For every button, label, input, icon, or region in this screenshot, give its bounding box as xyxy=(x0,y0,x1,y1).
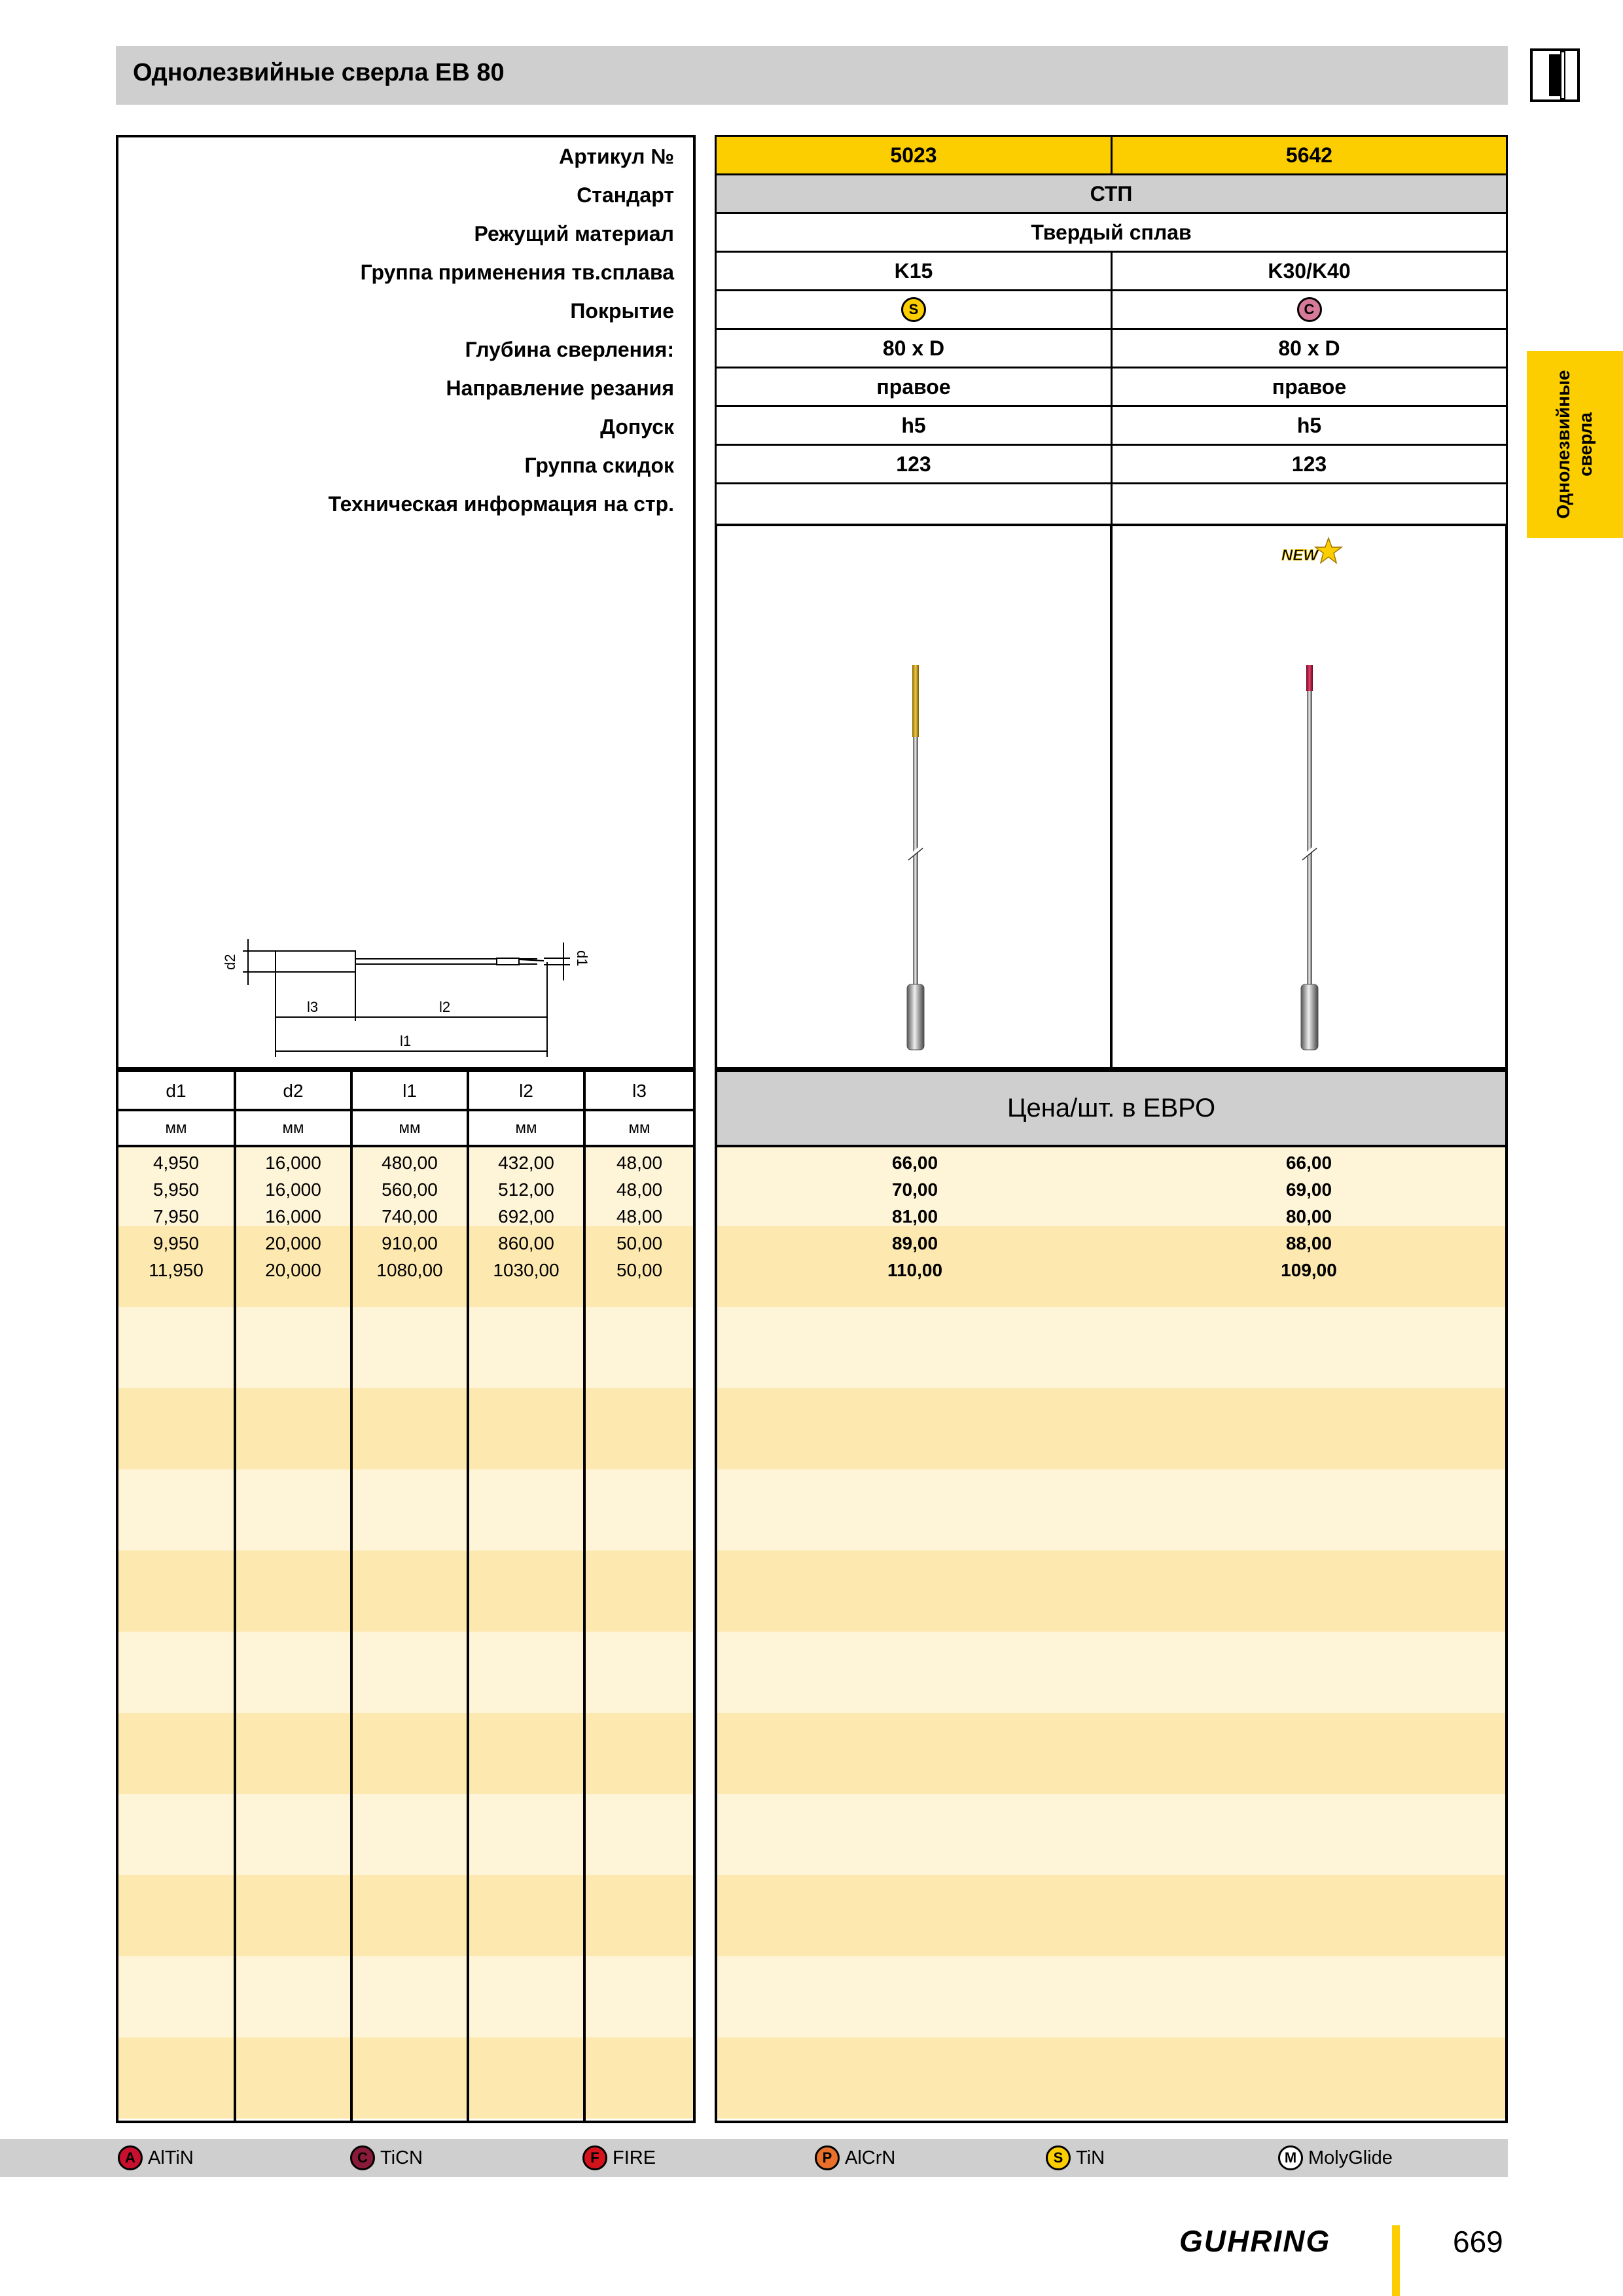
dim-cell: 20,000 xyxy=(265,1233,321,1253)
coating-badge-icon: P xyxy=(815,2145,840,2170)
price-header: Цена/шт. в ЕВРО xyxy=(717,1072,1505,1147)
svg-text:GUHRING: GUHRING xyxy=(1179,2224,1331,2257)
coating-legend-item xyxy=(1046,2144,1105,2172)
spec-label-tolerance: Допуск xyxy=(600,415,674,439)
dim-cell: 1030,00 xyxy=(493,1260,560,1280)
coating-label: FIRE xyxy=(613,2147,656,2168)
price-cell: 110,00 xyxy=(887,1260,943,1280)
dim-cell: 7,950 xyxy=(152,1206,200,1227)
drawing-label-l1: l1 xyxy=(400,1033,412,1049)
coating-ticn-icon: C xyxy=(1297,297,1322,322)
dim-cell: 11,950 xyxy=(149,1260,204,1280)
footer-accent-bar xyxy=(1392,2225,1400,2296)
section-side-tab[interactable] xyxy=(1527,351,1623,538)
coating-legend-item xyxy=(582,2144,656,2172)
dimension-drawing xyxy=(217,923,622,1067)
discount-cell-2: 123 xyxy=(1111,444,1508,484)
new-badge xyxy=(1277,537,1343,571)
coating-legend-item xyxy=(350,2144,423,2172)
depth-cell-2: 80 x D xyxy=(1111,328,1508,368)
col-header-l1: l1 xyxy=(402,1081,417,1101)
dim-cell: 512,00 xyxy=(498,1179,554,1200)
page-title: Однолезвийные сверла EB 80 xyxy=(133,59,505,86)
standard-cell: СТП xyxy=(715,173,1508,214)
drawing-label-l2: l2 xyxy=(439,999,451,1015)
coating-legend-item xyxy=(815,2144,895,2172)
coating-badge-icon: M xyxy=(1278,2145,1303,2170)
unit-d2: мм xyxy=(282,1119,304,1137)
dim-cell: 48,00 xyxy=(616,1153,663,1173)
coating-cell-1 xyxy=(715,289,1113,330)
coating-label: TiN xyxy=(1076,2147,1105,2168)
dimension-table xyxy=(116,1069,696,2123)
direction-cell-1: правое xyxy=(715,367,1113,407)
article-5023-header: 5023 xyxy=(715,135,1113,175)
price-cell: 70,00 xyxy=(891,1179,938,1200)
dim-cell: 16,000 xyxy=(265,1179,321,1200)
tech-info-cell-2 xyxy=(1111,482,1508,526)
dim-cell: 692,00 xyxy=(498,1206,554,1227)
dim-cell: 1080,00 xyxy=(376,1260,443,1280)
dim-cell: 910,00 xyxy=(382,1233,438,1253)
direction-cell-2: правое xyxy=(1111,367,1508,407)
unit-l2: мм xyxy=(515,1119,537,1137)
brand-logo xyxy=(1179,2224,1376,2257)
drill-5023-image xyxy=(890,661,942,1054)
article-5642-header: 5642 xyxy=(1111,135,1508,175)
dim-cell: 48,00 xyxy=(616,1206,663,1227)
spec-labels-box xyxy=(116,135,696,1069)
catalog-section-icon xyxy=(1529,48,1580,103)
coating-legend-item xyxy=(118,2144,194,2172)
spec-label-grade: Группа применения тв.сплава xyxy=(360,260,674,284)
coating-badge-icon: A xyxy=(118,2145,143,2170)
spec-label-article: Артикул № xyxy=(559,145,674,168)
price-cell: 88,00 xyxy=(1285,1233,1332,1253)
coating-tin-icon: S xyxy=(901,297,926,322)
dim-cell: 740,00 xyxy=(382,1206,438,1227)
dim-cell: 432,00 xyxy=(498,1153,554,1173)
tolerance-cell-1: h5 xyxy=(715,405,1113,446)
title-bar xyxy=(116,46,1508,105)
price-cell: 109,00 xyxy=(1281,1260,1337,1280)
unit-l1: мм xyxy=(399,1119,421,1137)
spec-label-standard: Стандарт xyxy=(577,183,674,207)
grade-cell-1: K15 xyxy=(715,251,1113,291)
spec-label-direction: Направление резания xyxy=(446,376,674,400)
coating-badge-icon: S xyxy=(1046,2145,1071,2170)
dim-cell: 48,00 xyxy=(616,1179,663,1200)
coating-legend-item xyxy=(1278,2144,1393,2172)
section-side-tab-label: Однолезвийные сверла xyxy=(1553,370,1596,519)
svg-text:NEW: NEW xyxy=(1281,547,1318,564)
price-cell: 66,00 xyxy=(891,1153,938,1173)
price-cell: 69,00 xyxy=(1285,1179,1332,1200)
tech-info-cell-1 xyxy=(715,482,1113,526)
coating-badge-icon: C xyxy=(350,2145,375,2170)
drawing-label-d1: d1 xyxy=(574,950,590,967)
product-image-divider xyxy=(1110,524,1113,1069)
dim-cell: 16,000 xyxy=(265,1153,321,1173)
grade-cell-2: K30/K40 xyxy=(1111,251,1508,291)
dim-cell: 560,00 xyxy=(382,1179,438,1200)
price-cell: 80,00 xyxy=(1285,1206,1332,1227)
coating-label: MolyGlide xyxy=(1308,2147,1393,2168)
coating-label: TiCN xyxy=(380,2147,423,2168)
unit-l3: мм xyxy=(628,1119,651,1137)
dim-cell: 480,00 xyxy=(382,1153,438,1173)
drawing-label-d2: d2 xyxy=(222,954,238,970)
spec-label-depth: Глубина сверления: xyxy=(465,338,674,361)
coating-label: AlTiN xyxy=(148,2147,194,2168)
dim-cell: 4,950 xyxy=(152,1153,200,1173)
price-cell: 66,00 xyxy=(1285,1153,1332,1173)
depth-cell-1: 80 x D xyxy=(715,328,1113,368)
dim-cell: 20,000 xyxy=(265,1260,321,1280)
col-header-d2: d2 xyxy=(283,1081,304,1101)
material-cell: Твердый сплав xyxy=(715,212,1508,253)
dim-cell: 5,950 xyxy=(152,1179,200,1200)
dim-cell: 860,00 xyxy=(498,1233,554,1253)
dim-cell: 9,950 xyxy=(152,1233,200,1253)
tolerance-cell-2: h5 xyxy=(1111,405,1508,446)
page-number: 669 xyxy=(1453,2225,1503,2259)
spec-label-coating: Покрытие xyxy=(570,299,674,323)
coating-cell-2 xyxy=(1111,289,1508,330)
dim-cell: 50,00 xyxy=(616,1233,663,1253)
spec-label-material: Режущий материал xyxy=(474,222,674,245)
dim-cell: 16,000 xyxy=(265,1206,321,1227)
col-header-l2: l2 xyxy=(519,1081,533,1101)
drawing-label-l3: l3 xyxy=(307,999,319,1015)
coating-label: AlCrN xyxy=(845,2147,896,2168)
price-cell: 81,00 xyxy=(891,1206,938,1227)
spec-label-discount: Группа скидок xyxy=(524,454,674,477)
col-header-l3: l3 xyxy=(632,1081,647,1101)
dim-cell: 50,00 xyxy=(616,1260,663,1280)
col-header-d1: d1 xyxy=(166,1081,187,1101)
coating-badge-icon: F xyxy=(582,2145,607,2170)
unit-divider xyxy=(118,1145,693,1147)
price-cell: 89,00 xyxy=(891,1233,938,1253)
drill-5642-image xyxy=(1284,661,1336,1054)
discount-cell-1: 123 xyxy=(715,444,1113,484)
unit-d1: мм xyxy=(165,1119,187,1137)
header-divider xyxy=(118,1109,693,1111)
price-table xyxy=(715,1069,1508,2123)
spec-label-tech-info: Техническая информация на стр. xyxy=(328,492,674,516)
